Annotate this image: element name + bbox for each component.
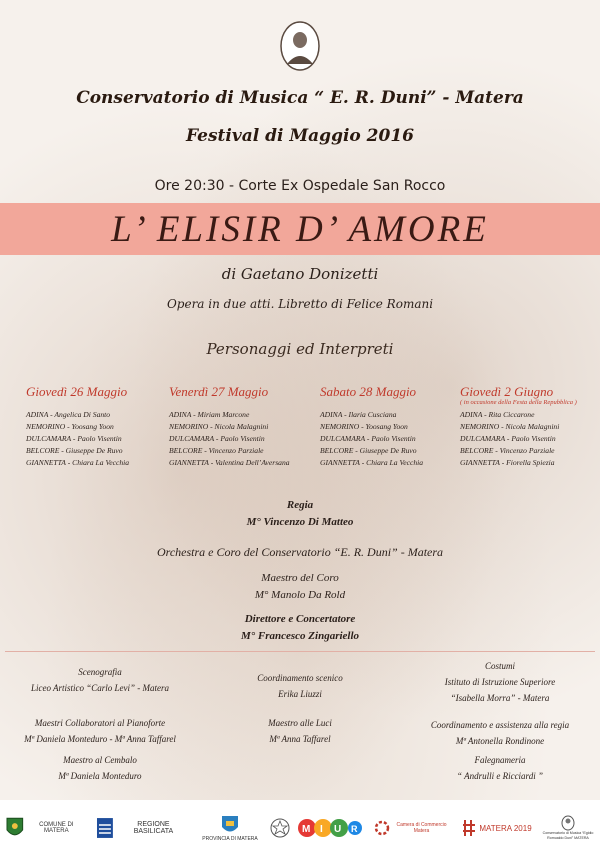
star-emblem-icon [270, 817, 290, 839]
credit-name: “ Andrulli e Ricciardi ” [456, 771, 543, 781]
gear-emblem-icon [374, 820, 390, 836]
cast-line: GIANNETTA - Chiara La Vecchia [320, 458, 424, 467]
credit-label: Coordinamento scenico [257, 673, 343, 683]
orchestra-line: Orchestra e Coro del Conservatorio “E. R. Duni” - Matera [156, 545, 444, 559]
cast-line: ADINA - Rita Ciccarone [460, 410, 535, 419]
logo-text: REGIONE BASILICATA [133, 821, 174, 835]
logo-text: Conservatorio di Musica “Egidio Romualdo Duni” MATERA [542, 831, 594, 840]
credit-pianoforte [0, 715, 200, 747]
performance-note [26, 399, 171, 409]
coat-of-arms-icon [6, 816, 24, 840]
regia-name: M° Vincenzo Di Matteo [246, 516, 354, 528]
credit-costumi [400, 658, 600, 706]
cast-line: DULCAMARA - Paolo Visentin [320, 434, 416, 443]
cast-line: ADINA - Miriam Marcone [169, 410, 250, 419]
logo-text: COMUNE DI MATERA [39, 822, 74, 834]
svg-text:U: U [334, 824, 342, 835]
logo-text: Camera di Commercio Matera [396, 822, 447, 834]
performance-column [26, 384, 171, 469]
svg-text:M: M [302, 824, 311, 835]
time-and-venue: Ore 20:30 - Corte Ex Ospedale San Rocco [154, 178, 446, 194]
credit-cembalo [0, 752, 200, 784]
miur-circles-icon [297, 816, 363, 840]
cast-line: ADINA - Ilaria Cusciana [320, 410, 397, 419]
svg-text:R: R [351, 824, 358, 834]
credit-label: Falegnameria [474, 755, 526, 765]
cast-heading: Personaggi ed Interpreti [206, 340, 394, 358]
regia-label: Regia [286, 499, 314, 511]
comune-logo [6, 806, 86, 850]
cast-line: NEMORINO - Yoosang Yoon [26, 422, 114, 431]
credit-name: “Isabella Morra” - Matera [450, 693, 550, 703]
hash-emblem-icon [462, 819, 476, 837]
province-emblem-icon [221, 814, 239, 836]
performance-date: Giovedì 26 Maggio [26, 384, 128, 399]
performance-note [320, 399, 465, 409]
credit-luci [200, 715, 400, 747]
credit-name: Mª Anna Taffarel [269, 734, 331, 744]
matera2019-logo [458, 806, 536, 850]
provincia-logo [196, 806, 264, 850]
opera-title: L’ ELISIR D’ AMORE [111, 209, 489, 250]
credit-label: Costumi [484, 661, 515, 671]
credit-name: Erika Liuzzi [278, 689, 322, 699]
cast-line: NEMORINO - Nicola Malagnini [460, 422, 560, 431]
cast-line: GIANNETTA - Fiorella Spiezia [460, 458, 555, 467]
logo-text: PROVINCIA DI MATERA [202, 836, 258, 842]
logo-text: MATERA 2019 [479, 823, 532, 833]
miur-logo [296, 806, 364, 850]
credit-name: Mª Daniela Monteduro - Mª Anna Taffarel [24, 734, 176, 744]
cast-line: DULCAMARA - Paolo Visentin [460, 434, 556, 443]
credit-label: Scenografia [78, 667, 122, 677]
direttore-label: Direttore e Concertatore [244, 613, 356, 625]
cast-line: GIANNETTA - Valentina Dell’Aversana [169, 458, 290, 467]
cast-line: GIANNETTA - Chiara La Vecchia [26, 458, 130, 467]
portrait-emblem-icon [561, 815, 575, 831]
cast-line: NEMORINO - Nicola Malagnini [169, 422, 269, 431]
festival-name: Festival di Maggio 2016 [185, 126, 414, 146]
credit-name: Istituto di Istruzione Superiore [444, 677, 556, 687]
svg-text:I: I [320, 824, 323, 835]
performance-column [320, 384, 465, 469]
cast-line: BELCORE - Giuseppe De Ruvo [320, 446, 417, 455]
coro-name: M° Manolo Da Rold [254, 589, 346, 601]
institution-name: Conservatorio di Musica “ E. R. Duni” - Matera [76, 88, 524, 108]
performance-date: Venerdì 27 Maggio [169, 384, 269, 399]
direttore-name: M° Francesco Zingariello [240, 630, 360, 642]
region-emblem-icon [96, 817, 114, 839]
cast-line: BELCORE - Giuseppe De Ruvo [26, 446, 123, 455]
performance-column [169, 384, 314, 469]
credit-name: Liceo Artistico “Carlo Levi” - Matera [30, 683, 170, 693]
opera-subtitle: Opera in due atti. Libretto di Felice Romani [166, 297, 434, 311]
performance-date: Sabato 28 Maggio [320, 384, 417, 399]
conservatorio-logo [540, 806, 596, 850]
credit-label: Maestro al Cembalo [63, 755, 137, 765]
composer-portrait-emblem [279, 20, 321, 72]
cast-line: NEMORINO - Yoosang Yoon [320, 422, 408, 431]
credit-label: Maestri Collaboratori al Pianoforte [34, 718, 166, 728]
credit-scenografia [0, 664, 200, 696]
credit-name: Mª Daniela Monteduro [58, 771, 142, 781]
cast-line: BELCORE - Vincenzo Parziale [169, 446, 264, 455]
credit-falegnameria [400, 752, 600, 784]
performance-date: Giovedì 2 Giugno [460, 384, 554, 399]
performance-column [460, 384, 600, 469]
cast-line: ADINA - Angelica Di Santo [26, 410, 111, 419]
credit-label: Coordinamento e assistenza alla regia [430, 720, 570, 730]
camera-commercio-logo [370, 806, 454, 850]
performance-note: ( in occasione della Festa della Repubblica ) [460, 399, 577, 406]
section-divider [5, 651, 595, 652]
cast-line: DULCAMARA - Paolo Visentin [169, 434, 265, 443]
composer-line: di Gaetano Donizetti [221, 265, 379, 283]
credit-label: Maestro alle Luci [268, 718, 332, 728]
regione-logo [96, 806, 190, 850]
cast-line: BELCORE - Vincenzo Parziale [460, 446, 555, 455]
credit-name: Mª Antonella Rondinone [455, 736, 545, 746]
credit-assistenza-regia [400, 717, 600, 749]
repubblica-emblem [268, 806, 292, 850]
performance-note [169, 399, 314, 409]
cast-line: DULCAMARA - Paolo Visentin [26, 434, 122, 443]
coro-label: Maestro del Coro [261, 572, 339, 584]
credit-coordinamento [200, 670, 400, 702]
